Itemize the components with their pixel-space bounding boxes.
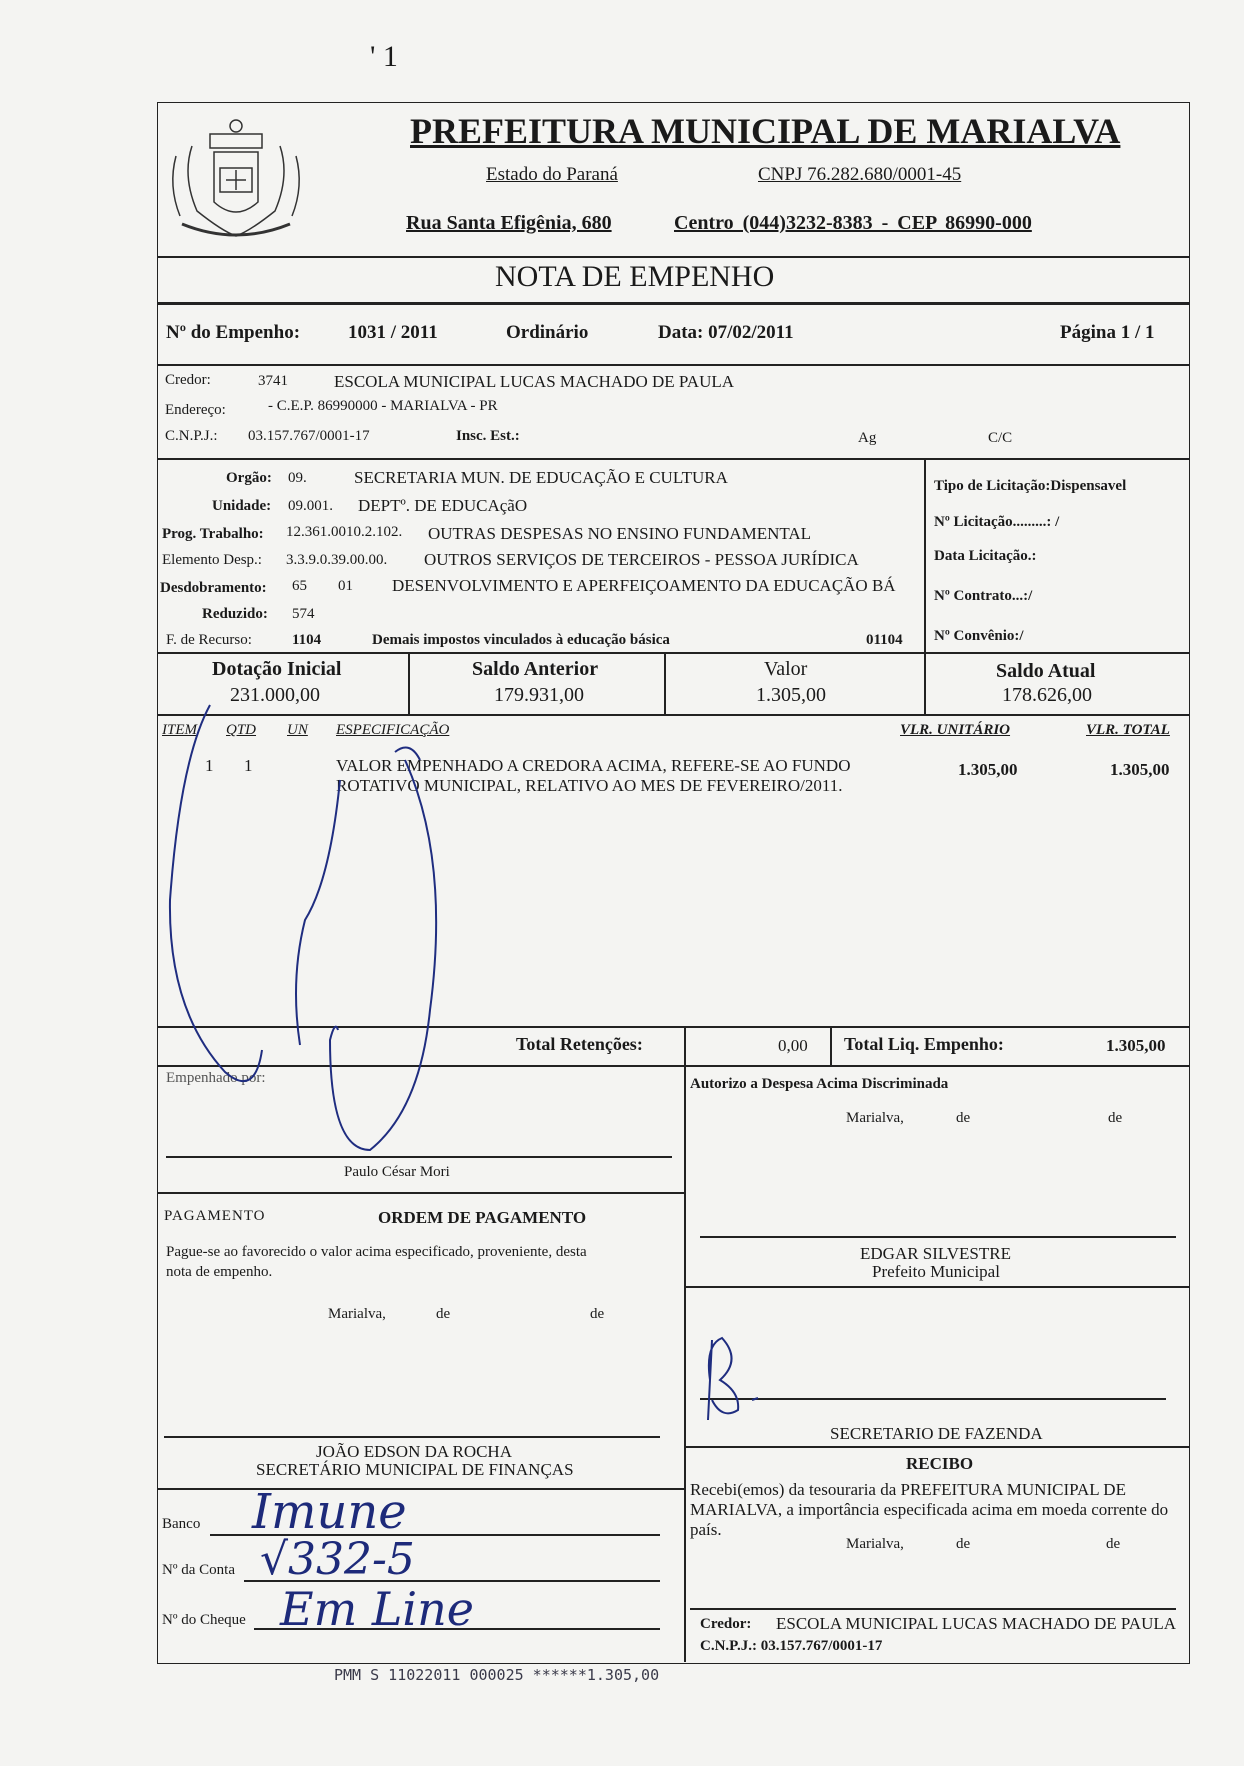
credor-label: Credor:: [165, 372, 211, 388]
prog-name: OUTRAS DESPESAS NO ENSINO FUNDAMENTAL: [428, 524, 812, 543]
recurso-code2: 01104: [866, 632, 903, 648]
contact-label: Centro (044)3232-8383 - CEP 86990-000: [674, 212, 1032, 234]
cheque-label: Nº do Cheque: [162, 1612, 246, 1628]
item-desc-line1: VALOR EMPENHADO A CREDORA ACIMA, REFERE-SE AO FUNDO: [336, 756, 851, 775]
total-retencoes-value: 0,00: [778, 1036, 808, 1055]
cnpj-credor-value: 03.157.767/0001-17: [248, 428, 370, 444]
numero-licitacao: Nº Licitação.........: /: [934, 514, 1060, 530]
col-unit: VLR. UNITÁRIO: [900, 722, 1011, 738]
pagamento-text2: nota de empenho.: [166, 1264, 273, 1280]
recurso-code: 1104: [292, 632, 322, 648]
recurso-label: F. de Recurso:: [166, 632, 252, 648]
pagamento-title: ORDEM DE PAGAMENTO: [378, 1208, 587, 1227]
recibo-cnpj: C.N.P.J.: 03.157.767/0001-17: [700, 1638, 883, 1654]
balance-atual-label: Saldo Atual: [996, 660, 1096, 682]
item-number: 1: [205, 756, 214, 775]
balance-anterior-label: Saldo Anterior: [472, 658, 599, 680]
elem-name: OUTROS SERVIÇOS DE TERCEIROS - PESSOA JURÍDICA: [424, 550, 859, 569]
recibo-de1: de: [956, 1536, 971, 1552]
conta-label: Nº da Conta: [162, 1562, 235, 1578]
conta-value: √332-5: [260, 1534, 415, 1585]
unidade-label: Unidade:: [212, 498, 272, 514]
item-desc-line2: ROTATIVO MUNICIPAL, RELATIVO AO MES DE FEVEREIRO/2011.: [336, 776, 843, 795]
ag-label: Ag: [858, 430, 877, 446]
col-espec: ESPECIFICAÇÃO: [336, 722, 450, 738]
empenho-type: Ordinário: [506, 322, 589, 343]
empenho-label: Nº do Empenho:: [166, 322, 301, 343]
elem-code: 3.3.9.0.39.00.00.: [286, 552, 388, 568]
endereco-value: - C.E.P. 86990000 - MARIALVA - PR: [268, 398, 498, 414]
orgao-name: SECRETARIA MUN. DE EDUCAÇÃO E CULTURA: [354, 468, 728, 487]
page-number: Página 1 / 1: [1060, 322, 1155, 343]
orgao-label: Orgão:: [226, 470, 272, 486]
prog-code: 12.361.0010.2.102.: [286, 524, 403, 540]
orgao-code: 09.: [288, 470, 307, 486]
document-title: NOTA DE EMPENHO: [495, 260, 775, 293]
endereco-label: Endereço:: [165, 402, 226, 418]
recibo-line2: MARIALVA, a importância especificada acima em moeda corrente do: [690, 1500, 1169, 1519]
balance-atual-value: 178.626,00: [1002, 684, 1092, 706]
recibo-line3: país.: [690, 1520, 722, 1539]
address-label: Rua Santa Efigênia, 680: [406, 212, 612, 234]
col-qtd: QTD: [226, 722, 257, 738]
recurso-name: Demais impostos vinculados à educação básica: [372, 632, 670, 648]
insc-est-label: Insc. Est.:: [456, 428, 520, 444]
empenhado-label: Empenhado por:: [166, 1070, 266, 1086]
prog-label: Prog. Trabalho:: [162, 526, 264, 542]
banco-value: Imune: [252, 1484, 407, 1540]
item-unit-value: 1.305,00: [958, 760, 1018, 779]
item-qtd: 1: [244, 756, 253, 775]
page-title: PREFEITURA MUNICIPAL DE MARIALVA: [410, 111, 1121, 151]
cnpj-credor-label: C.N.P.J.:: [165, 428, 218, 444]
elem-label: Elemento Desp.:: [162, 552, 262, 568]
cc-label: C/C: [988, 430, 1013, 446]
pagamento-text1: Pague-se ao favorecido o valor acima especificado, proveniente, desta: [166, 1244, 587, 1260]
empenho-date: Data: 07/02/2011: [658, 322, 794, 343]
numero-convenio: Nº Convênio:/: [934, 628, 1024, 644]
pagamento-de2: de: [590, 1306, 605, 1322]
footer-stamp: PMM S 11022011 000025 ******1.305,00: [334, 1666, 660, 1684]
tipo-licitacao: Tipo de Licitação:Dispensavel: [934, 478, 1127, 494]
autorizo-title: Autorizo a Despesa Acima Discriminada: [690, 1076, 949, 1092]
banco-label: Banco: [162, 1516, 201, 1532]
reduzido-label: Reduzido:: [202, 606, 268, 622]
data-licitacao: Data Licitação.:: [934, 548, 1037, 564]
cnpj-label: CNPJ 76.282.680/0001-45: [758, 164, 962, 185]
desd-code1: 65: [292, 578, 307, 594]
col-item: ITEM: [162, 722, 197, 738]
desd-name: DESENVOLVIMENTO E APERFEIÇOAMENTO DA EDUCAÇÃO BÁ: [392, 576, 896, 595]
item-total-value: 1.305,00: [1110, 760, 1170, 779]
col-un: UN: [287, 722, 308, 738]
desd-label: Desdobramento:: [160, 580, 267, 596]
pagamento-label: PAGAMENTO: [164, 1208, 266, 1224]
cheque-value: Em Line: [280, 1582, 474, 1636]
secretario-fazenda-role: SECRETARIO DE FAZENDA: [830, 1424, 1043, 1443]
recibo-credor-label: Credor:: [700, 1616, 752, 1632]
top-marks: ' 1: [370, 40, 398, 73]
empenhado-name: Paulo César Mori: [344, 1164, 450, 1180]
unidade-code: 09.001.: [288, 498, 333, 514]
empenho-number: 1031 / 2011: [348, 322, 438, 343]
credor-name: ESCOLA MUNICIPAL LUCAS MACHADO DE PAULA: [334, 372, 735, 391]
total-liq-value: 1.305,00: [1106, 1036, 1166, 1055]
recibo-title: RECIBO: [906, 1454, 974, 1473]
numero-contrato: Nº Contrato...:/: [934, 588, 1033, 604]
secretario-financas-role: SECRETÁRIO MUNICIPAL DE FINANÇAS: [256, 1460, 574, 1479]
prefeito-name: EDGAR SILVESTRE: [860, 1244, 1011, 1263]
state-label: Estado do Paraná: [486, 164, 618, 185]
secretario-financas-name: JOÃO EDSON DA ROCHA: [316, 1442, 512, 1461]
recibo-line1: Recebi(emos) da tesouraria da PREFEITURA MUNICIPAL DE: [690, 1480, 1126, 1499]
autorizo-city: Marialva,: [846, 1110, 904, 1126]
balance-dotacao-label: Dotação Inicial: [212, 658, 342, 680]
credor-code: 3741: [258, 373, 288, 389]
reduzido-code: 574: [292, 606, 315, 622]
autorizo-de2: de: [1108, 1110, 1123, 1126]
autorizo-de1: de: [956, 1110, 971, 1126]
prefeito-role: Prefeito Municipal: [872, 1262, 1000, 1281]
pagamento-city: Marialva,: [328, 1306, 386, 1322]
recibo-city: Marialva,: [846, 1536, 904, 1552]
desd-code2: 01: [338, 578, 353, 594]
col-total: VLR. TOTAL: [1086, 722, 1170, 738]
recibo-credor-name: ESCOLA MUNICIPAL LUCAS MACHADO DE PAULA: [776, 1614, 1177, 1633]
total-retencoes-label: Total Retenções:: [516, 1034, 643, 1054]
unidade-name: DEPTº. DE EDUCAçãO: [358, 496, 528, 515]
balance-valor-value: 1.305,00: [756, 684, 826, 706]
recibo-de2: de: [1106, 1536, 1121, 1552]
balance-anterior-value: 179.931,00: [494, 684, 584, 706]
balance-dotacao-value: 231.000,00: [230, 684, 320, 706]
total-liq-label: Total Liq. Empenho:: [844, 1034, 1004, 1054]
pagamento-de1: de: [436, 1306, 451, 1322]
balance-valor-label: Valor: [764, 658, 808, 680]
